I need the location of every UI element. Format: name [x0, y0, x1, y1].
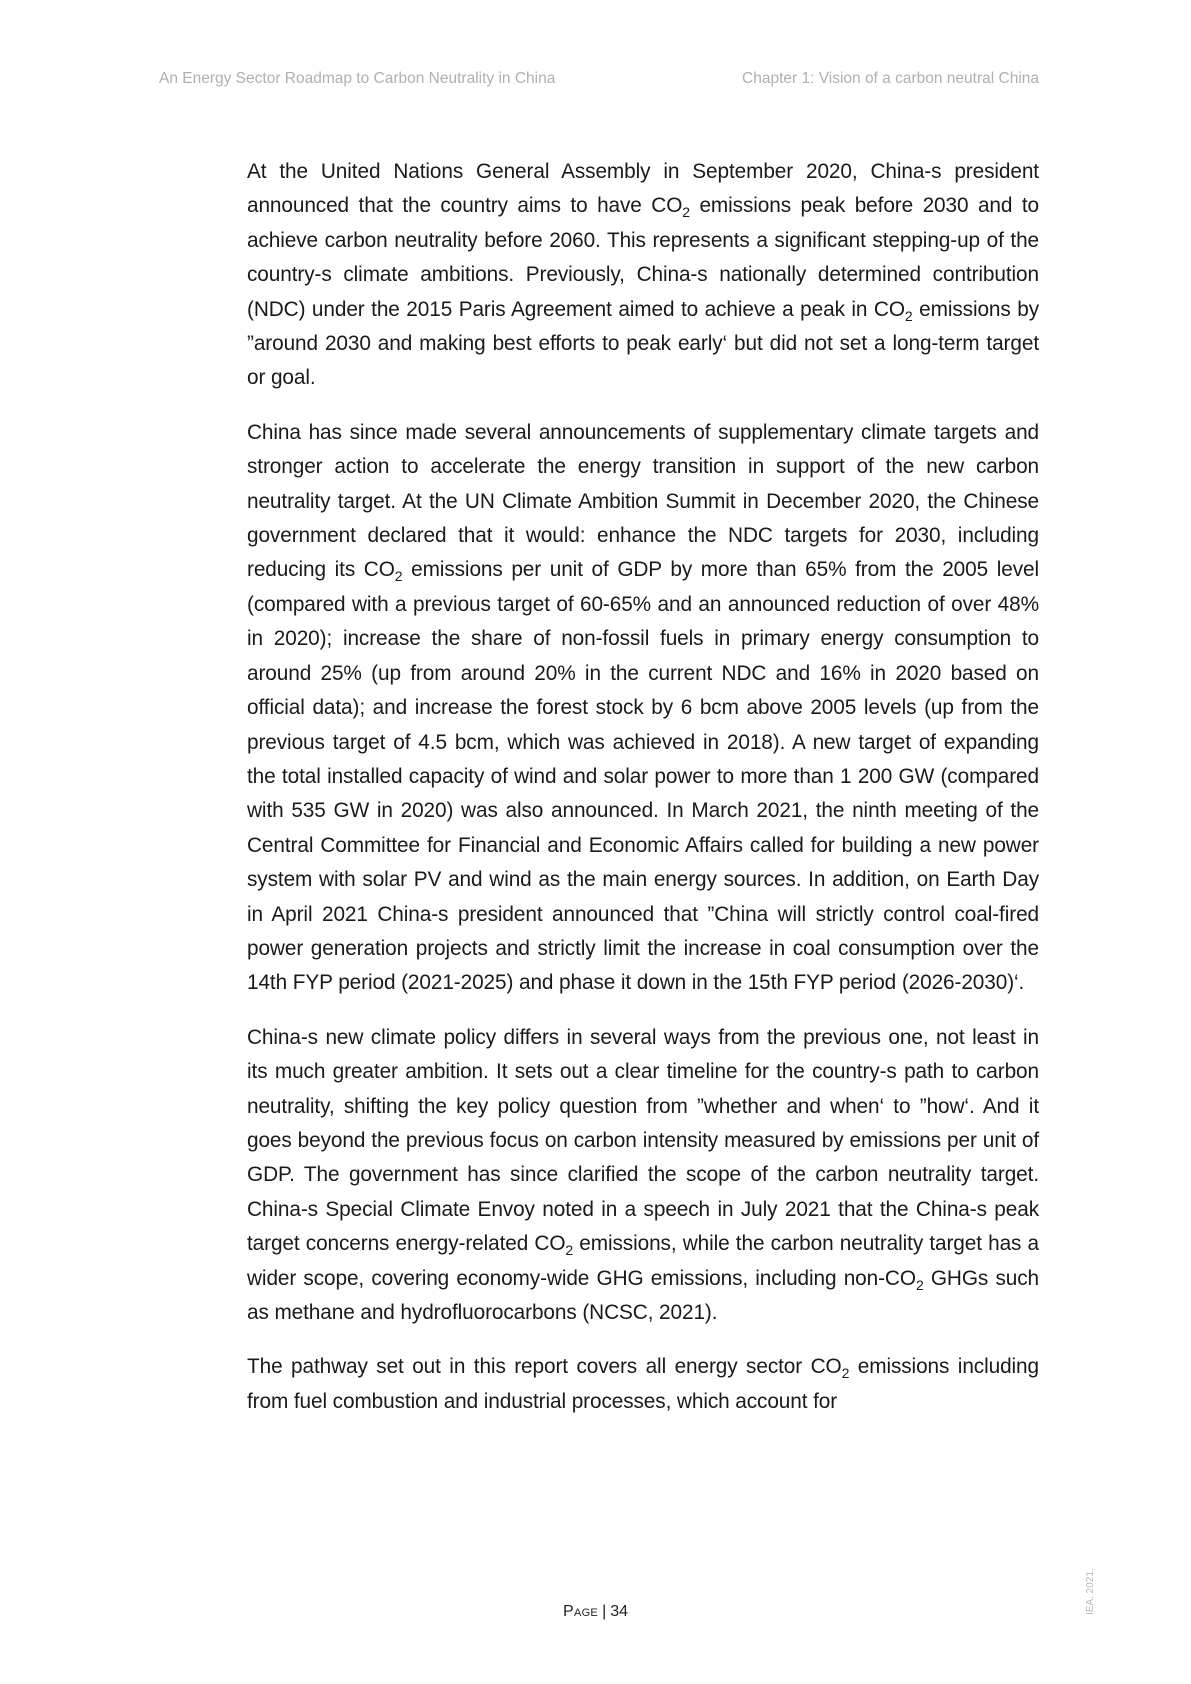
- subscript: 2: [565, 1242, 574, 1259]
- paragraph: [247, 1350, 1039, 1419]
- text-run: China‑s new climate policy differs in several ways from the previous one, not least in its much greater ambition. It sets out a clear timeline for the country‑s path to carbon neutrality, shifting the key policy question from ”whether and when‘ to ”how‘. And it goes beyond the previous focus on carbon intensity measured by emissions per unit of GDP. The government has since clarified the scope of the carbon neutrality target. China‑s Special Climate Envoy noted in a speech in July 2021 that the China‑s peak target concerns energy-related CO: [247, 1025, 1039, 1256]
- paragraph: [247, 1021, 1039, 1331]
- page-number: 34: [610, 1603, 629, 1620]
- text-run: emissions peak before 2030 and to achieve carbon neutrality before 2060. This represents a significant stepping-up of the country‑s climate ambitions. Previously, China‑s nationally determined contribution (NDC) under the 2015 Paris Agreement aimed to achieve a peak in CO: [247, 194, 1039, 321]
- subscript: 2: [904, 307, 913, 324]
- paragraph: [247, 416, 1039, 1001]
- text-run: emissions by ”around 2030 and making best efforts to peak early‘ but did not set a long-term target or goal.: [247, 297, 1039, 390]
- running-header: [159, 70, 1039, 92]
- page-label: Page: [562, 1603, 599, 1620]
- text-run: China has since made several announcements of supplementary climate targets and stronger action to accelerate the energy transition in support of the new carbon neutrality target. At the UN Climate Ambition Summit in December 2020, the Chinese government declared that it would: enhance the NDC targets for 2030, including reducing its CO: [247, 420, 1039, 582]
- subscript: 2: [682, 204, 690, 221]
- report-title: An Energy Sector Roadmap to Carbon Neutrality in China: [159, 70, 556, 87]
- text-run: At the United Nations General Assembly in September 2020, China‑s president announced that the country aims to have CO: [247, 160, 1039, 218]
- text-run: emissions, while the carbon neutrality target has a wider scope, covering economy-wide GHG emissions, including non-CO: [247, 1232, 1039, 1290]
- subscript: 2: [841, 1365, 850, 1382]
- text-run: GHGs such as methane and hydrofluorocarbons (NCSC, 2021).: [247, 1266, 1039, 1324]
- chapter-title: Chapter 1: Vision of a carbon neutral China: [742, 70, 1039, 87]
- page-separator: |: [602, 1603, 607, 1620]
- paragraph: [247, 155, 1039, 396]
- body-text: [247, 155, 1039, 1439]
- page-footer: [0, 1603, 1191, 1621]
- subscript: 2: [394, 568, 403, 585]
- copyright-notice: IEA. 2021.: [1085, 1568, 1096, 1615]
- text-run: emissions per unit of GDP by more than 65% from the 2005 level (compared with a previous target of 60-65% and an announced reduction of over 48% in 2020); increase the share of non-fossil fuels in primary energy consumption to around 25% (up from around 20% in the current NDC and 16% in 2020 based on official data); and increase the forest stock by 6 bcm above 2005 levels (up from the previous target of 4.5 bcm, which was achieved in 2018). A new target of expanding the total installed capacity of wind and solar power to more than 1 200 GW (compared with 535 GW in 2020) was also announced. In March 2021, the ninth meeting of the Central Committee for Financial and Economic Affairs called for building a new power system with solar PV and wind as the main energy sources. In addition, on Earth Day in April 2021 China‑s president announced that ”China will strictly control coal-fired power generation projects and strictly limit the increase in coal consumption over the 14th FYP period (2021-2025) and phase it down in the 15th FYP period (2026-2030)‘.: [247, 558, 1040, 995]
- text-run: The pathway set out in this report covers all energy sector CO: [247, 1355, 842, 1379]
- text-run: emissions including from fuel combustion and industrial processes, which account for: [247, 1355, 1039, 1413]
- subscript: 2: [915, 1276, 924, 1293]
